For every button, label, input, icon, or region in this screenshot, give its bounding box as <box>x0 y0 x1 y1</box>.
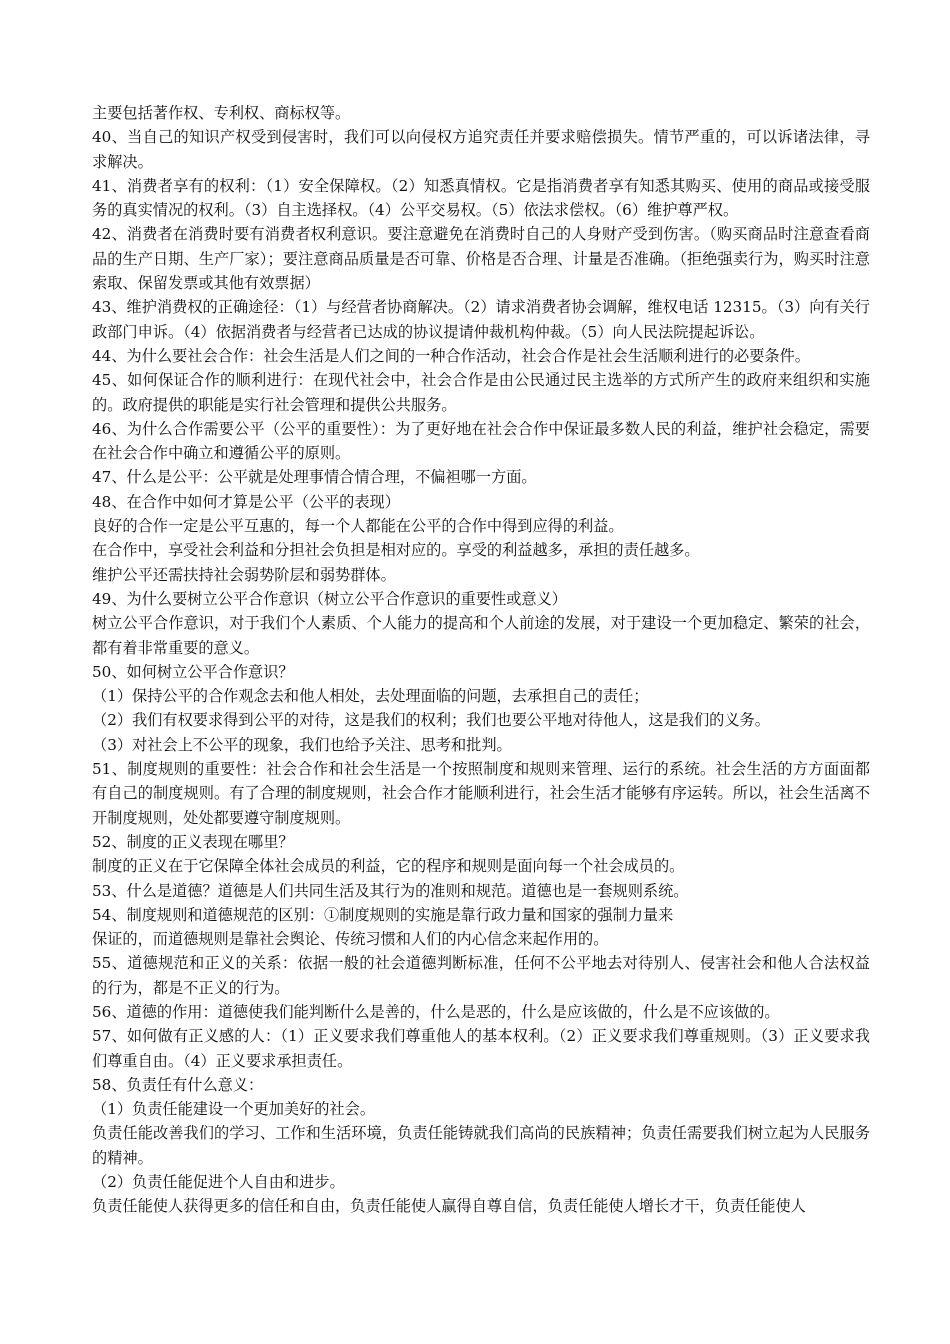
paragraph: （1）保持公平的合作观念去和他人相处，去处理面临的问题，去承担自己的责任； <box>92 687 649 706</box>
paragraph: 在合作中，享受社会利益和分担社会负担是相对应的。享受的利益越多，承担的责任越多。 <box>92 541 700 560</box>
paragraph: 41、消费者享有的权利：（1）安全保障权。（2）知悉真情权。它是指消费者享有知悉其购买、使用的商品或接受服务的真实情况的权利。（3）自主选择权。（4）公平交易权。（5）依法求偿权。（6）维护尊严权。 <box>92 176 870 220</box>
paragraph: 50、如何树立公平合作意识？ <box>92 662 294 681</box>
document-body <box>92 101 870 1219</box>
paragraph: 43、维护消费权的正确途径：（1）与经营者协商解决。（2）请求消费者协会调解，维权电话 12315。（3）向有关行政部门申诉。（4）依据消费者与经营者已达成的协议提请仲裁机构仲裁。（5）向人民法院提起诉讼。 <box>92 298 870 341</box>
paragraph: 49、为什么要树立公平合作意识（树立公平合作意识的重要性或意义） <box>92 589 567 608</box>
paragraph: 负责任能改善我们的学习、工作和生活环境，负责任能铸就我们高尚的民族精神；负责任需要我们树立起为人民服务的精神。 <box>92 1124 870 1167</box>
paragraph: 51、制度规则的重要性：社会合作和社会生活是一个按照制度和规则来管理、运行的系统。社会生活的方方面面都有自己的制度规则。有了合理的制度规则，社会合作才能顺利进行，社会生活才能够有序运转。所以，社会生活离不开制度规则，处处都要遵守制度规则。 <box>92 760 870 827</box>
paragraph: 48、在合作中如何才算是公平（公平的表现） <box>92 492 400 511</box>
paragraph: 55、道德规范和正义的关系：依据一般的社会道德判断标准，任何不公平地去对待别人、侵害社会和他人合法权益的行为，都是不正义的行为。 <box>92 954 870 997</box>
paragraph: （3）对社会上不公平的现象，我们也给予关注、思考和批判。 <box>92 735 512 754</box>
paragraph: （1）负责任能建设一个更加美好的社会。 <box>92 1100 376 1119</box>
paragraph: （2）我们有权要求得到公平的对待，这是我们的权利；我们也要公平地对待他人，这是我们的义务。 <box>92 711 770 730</box>
paragraph: 40、当自己的知识产权受到侵害时，我们可以向侵权方追究责任并要求赔偿损失。情节严重的，可以诉诸法律，寻求解决。 <box>92 128 870 171</box>
paragraph: 主要包括著作权、专利权、商标权等。 <box>92 104 351 122</box>
paragraph: 良好的合作一定是公平互惠的，每一个人都能在公平的合作中得到应得的利益。 <box>92 517 624 536</box>
paragraph: 54、制度规则和道德规范的区别：①制度规则的实施是靠行政力量和国家的强制力量来 <box>92 905 674 924</box>
paragraph: 46、为什么合作需要公平（公平的重要性）：为了更好地在社会合作中保证最多数人民的利益，维护社会稳定，需要在社会合作中确立和遵循公平的原则。 <box>92 419 870 463</box>
paragraph: （2）负责任能促进个人自由和进步。 <box>92 1173 345 1192</box>
paragraph: 53、什么是道德？道德是人们共同生活及其行为的准则和规范。道德也是一套规则系统。 <box>92 881 689 900</box>
paragraph: 44、为什么要社会合作：社会生活是人们之间的一种合作活动，社会合作是社会生活顺利进行的必要条件。 <box>92 346 810 365</box>
paragraph: 45、如何保证合作的顺利进行：在现代社会中，社会合作是由公民通过民主选举的方式所产生的政府来组织和实施的。政府提供的职能是实行社会管理和提供公共服务。 <box>92 371 870 414</box>
paragraph: 47、什么是公平：公平就是处理事情合情合理，不偏袒哪一方面。 <box>92 468 537 487</box>
paragraph: 42、消费者在消费时要有消费者权利意识。要注意避免在消费时自己的人身财产受到伤害。（购买商品时注意查看商品的生产日期、生产厂家）；要注意商品质量是否可靠、价格是否合理、计量是否准确。（拒绝强卖行为，购买时注意索取、保留发票或其他有效票据） <box>92 225 870 293</box>
paragraph: 保证的，而道德规则是靠社会舆论、传统习惯和人们的内心信念来起作用的。 <box>92 930 609 949</box>
paragraph: 树立公平合作意识，对于我们个人素质、个人能力的提高和个人前途的发展，对于建设一个更加稳定、繁荣的社会，都有着非常重要的意义。 <box>92 614 870 657</box>
paragraph: 制度的正义在于它保障全体社会成员的利益，它的程序和规则是面向每一个社会成员的。 <box>92 857 685 876</box>
paragraph: 负责任能使人获得更多的信任和自由，负责任能使人赢得自尊自信，负责任能使人增长才干，负责任能使人 <box>92 1197 806 1216</box>
paragraph: 52、制度的正义表现在哪里？ <box>92 832 294 851</box>
paragraph: 57、如何做有正义感的人：（1）正义要求我们尊重他人的基本权利。（2）正义要求我们尊重规则。（3）正义要求我们尊重自由。（4）正义要求承担责任。 <box>92 1027 870 1070</box>
paragraph: 58、负责任有什么意义： <box>92 1075 264 1094</box>
paragraph: 56、道德的作用：道德使我们能判断什么是善的，什么是恶的，什么是应该做的，什么是不应该做的。 <box>92 1002 780 1021</box>
paragraph: 维护公平还需扶持社会弱势阶层和弱势群体。 <box>92 565 396 584</box>
